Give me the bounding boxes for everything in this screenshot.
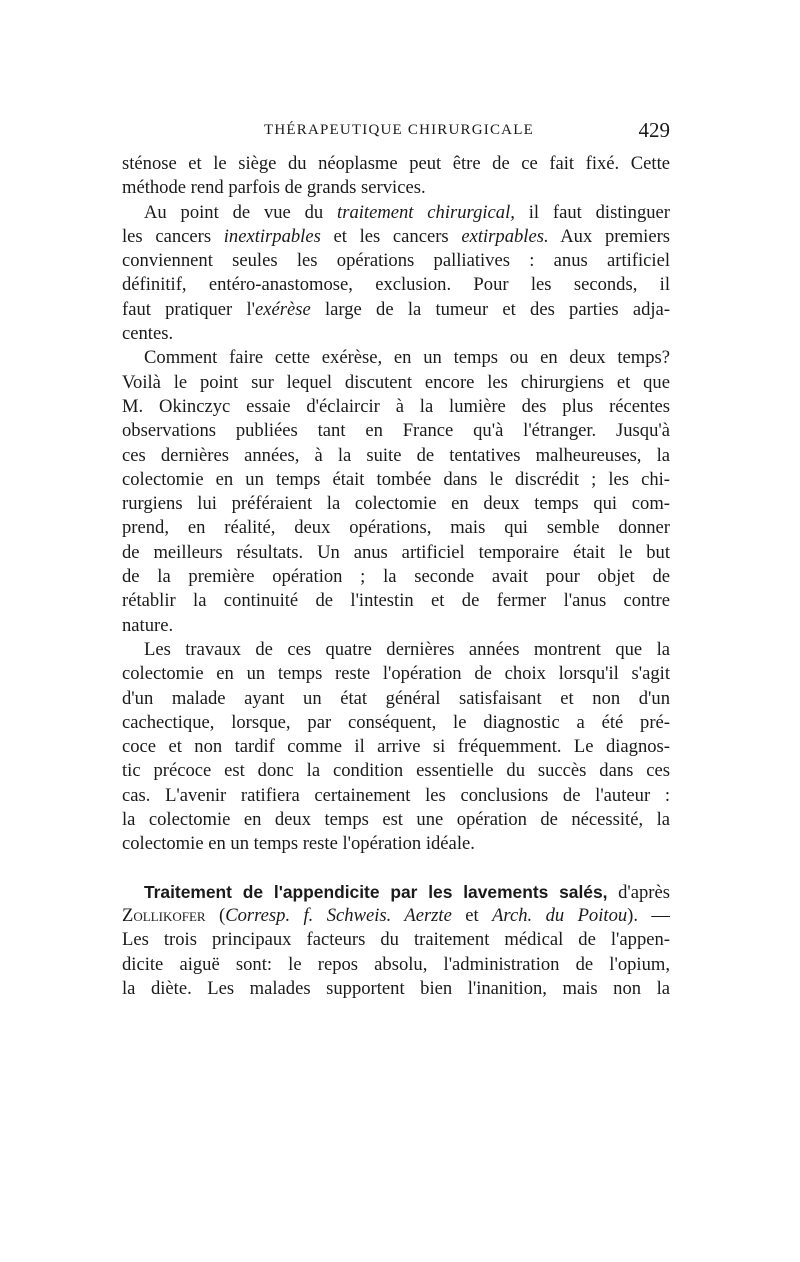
text-line: cas. L'avenir ratifiera certainement les conclusions de l'auteur : — [122, 784, 670, 806]
text-run: Au point de vue du — [144, 201, 338, 223]
text-line: cachectique, lorsque, par conséquent, le diagnostic a été pré- — [122, 711, 670, 733]
text-line: de la première opération ; la seconde avait pour objet de — [122, 566, 670, 588]
text-run: large de la tumeur et des parties adja- — [310, 298, 670, 320]
text-line: colectomie en un temps reste l'opération idéale. — [122, 833, 475, 855]
text-run: faut pratiquer l' — [122, 298, 255, 320]
running-title: THÉRAPEUTIQUE CHIRURGICALE — [264, 122, 534, 138]
text-line: sténose et le siège du néoplasme peut être de ce fait fixé. Cette — [122, 153, 670, 174]
paragraph-1 — [122, 152, 670, 201]
text-line — [122, 904, 670, 928]
text-line: rurgiens lui préféraient la colectomie en deux temps qui com- — [122, 493, 670, 515]
text-run: Aux premiers — [548, 225, 670, 247]
page-header — [122, 120, 670, 144]
text-line: Comment faire cette exérèse, en un temps ou en deux temps? — [144, 347, 670, 369]
text-line — [122, 880, 670, 904]
italic-term: extirpables. — [461, 225, 549, 247]
text-line: la colectomie en deux temps est une opération de nécessité, la — [122, 809, 670, 831]
text-line: conviennent seules les opérations palliatives : anus artificiel — [122, 250, 670, 272]
page-number: 429 — [638, 118, 670, 142]
text-line: ces dernières années, à la suite de tentatives malheureuses, la — [122, 444, 670, 466]
text-line: la diète. Les malades supportent bien l'inanition, mais non la — [122, 977, 670, 999]
text-run: il faut distinguer — [514, 201, 670, 223]
text-line: de meilleurs résultats. Un anus artificiel temporaire était le but — [122, 541, 670, 563]
text-line: colectomie en un temps reste l'opération de choix lorsqu'il s'agit — [122, 663, 670, 685]
italic-term: exérèse — [255, 298, 311, 320]
text-line: d'un malade ayant un état général satisfaisant et non d'un — [122, 687, 670, 709]
text-line: prend, en réalité, deux opérations, mais qui semble donner — [122, 517, 670, 539]
text-line: centes. — [122, 323, 174, 345]
text-line: Les trois principaux facteurs du traitement médical de l'appen- — [122, 929, 670, 951]
text-line: observations publiées tant en France qu'à l'étranger. Jusqu'à — [122, 420, 670, 442]
text-line: colectomie en un temps était tombée dans le discrédit ; les chi- — [122, 468, 670, 490]
text-line: nature. — [122, 614, 174, 636]
text-line: dicite aiguë sont: le repos absolu, l'administration de l'opium, — [122, 953, 670, 975]
paragraph-5 — [122, 880, 670, 1001]
italic-term: traitement chirurgical, — [337, 201, 515, 223]
paragraph-3 — [122, 346, 670, 638]
text-line — [122, 225, 670, 249]
journal-title: Corresp. f. Schweis. Aerzte — [225, 904, 452, 926]
text-line: coce et non tardif comme il arrive si fréquemment. Le diagnos- — [122, 736, 670, 758]
text-line: Les travaux de ces quatre dernières années montrent que la — [144, 638, 670, 660]
text-run: ). — — [627, 904, 670, 926]
body-text — [122, 152, 670, 1001]
italic-term: inextirpables — [223, 225, 321, 247]
text-run: d'après — [607, 881, 670, 903]
text-line: M. Okinczyc essaie d'éclaircir à la lumière des plus récentes — [122, 395, 670, 417]
text-run: les cancers — [122, 225, 224, 247]
text-run: et — [451, 904, 493, 926]
text-line — [122, 201, 670, 225]
text-line: rétablir la continuité de l'intestin et de fermer l'anus contre — [122, 590, 670, 612]
text-run: ( — [205, 904, 226, 926]
paragraph-4 — [122, 638, 670, 857]
text-run: et les cancers — [320, 225, 462, 247]
text-line — [122, 298, 670, 322]
text-line: Voilà le point sur lequel discutent encore les chirurgiens et que — [122, 371, 670, 393]
journal-title: Arch. du Poitou — [492, 904, 628, 926]
author-name: Zollikofer — [122, 904, 206, 926]
section-gap — [122, 857, 670, 880]
text-line: méthode rend parfois de grands services. — [122, 177, 426, 199]
section-title: Traitement de l'appendicite par les lavements salés, — [144, 881, 608, 902]
paragraph-2 — [122, 201, 670, 347]
text-line: définitif, entéro-anastomose, exclusion. Pour les seconds, il — [122, 274, 670, 296]
text-line: tic précoce est donc la condition essentielle du succès dans ces — [122, 760, 670, 782]
